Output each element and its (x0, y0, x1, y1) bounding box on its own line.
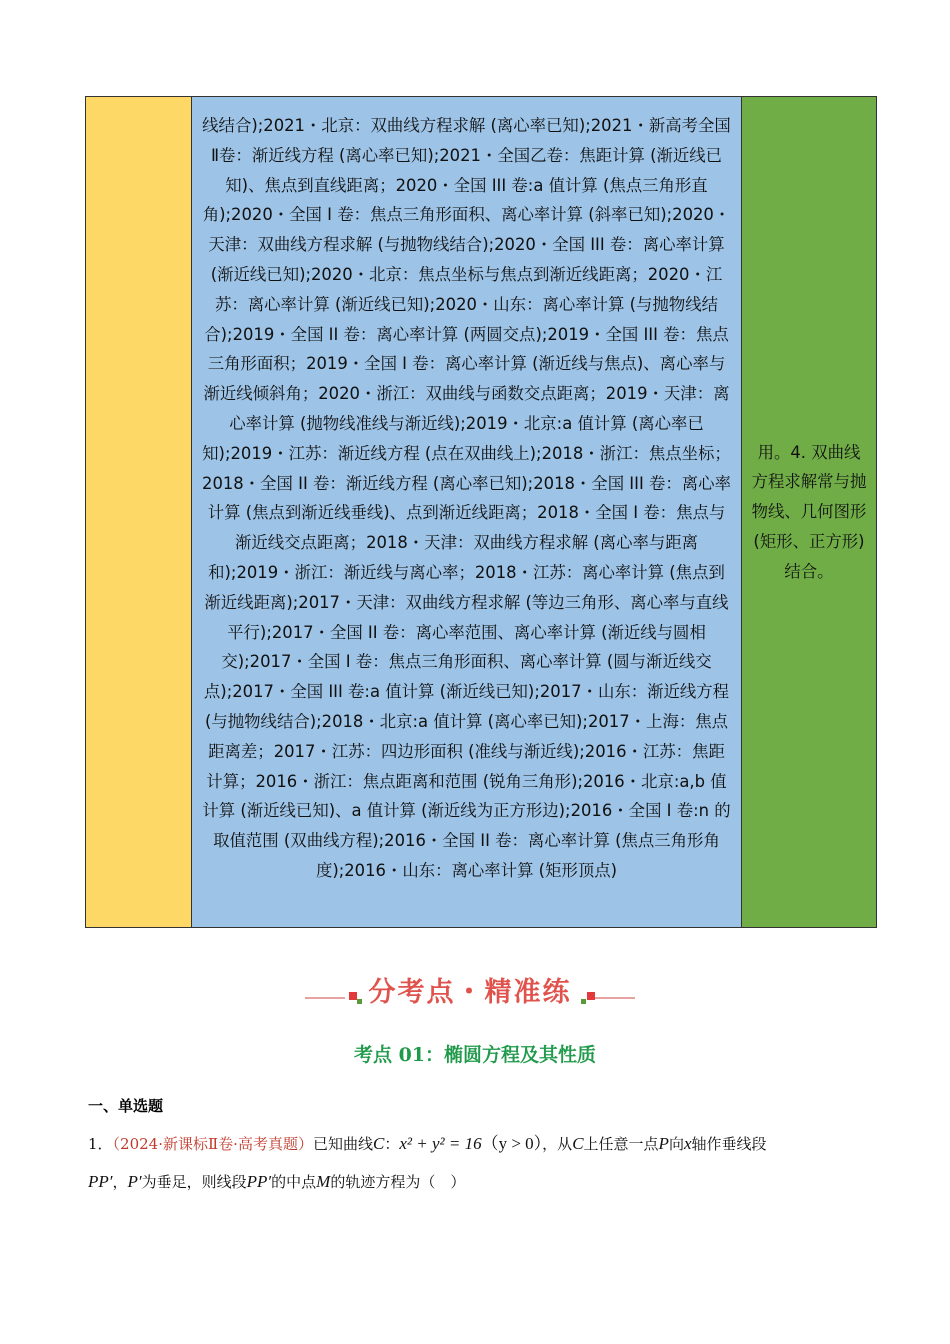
question-number: 1． (88, 1135, 113, 1153)
topic-title: 考点 01：椭圆方程及其性质 (353, 1044, 597, 1066)
banner-square-right (587, 992, 595, 1000)
summary-text: 用。4. 双曲线方程求解常与抛物线、几何图形 (矩形、正方形) 结合。 (751, 442, 867, 581)
curve-equation: x² + y² = 16 (399, 1134, 482, 1153)
table-cell-right (742, 97, 876, 927)
section-banner (305, 968, 635, 1008)
exam-table (85, 96, 877, 928)
question-1: 1．（2024·新课标Ⅱ卷·高考真题）已知曲线C：x² + y² = 16（y > 0），从C上任意一点P向x轴作垂线段 PP′，P′为垂足，则线段PP′的中点M的轨迹方程为（ ） (88, 1134, 767, 1191)
exam-list-text: 线结合);2021・北京：双曲线方程求解 (离心率已知);2021・新高考全国Ⅱ卷：渐近线方程 (离心率已知);2021・全国乙卷：焦距计算 (渐近线已知)、焦点到直线距离；2020・全国 III 卷:a 值计算 (焦点三角形直角);2020・全国 I 卷：焦点三角形面积、离心率计算 (斜率已知);2020・天津：双曲线方程求解 (与抛物线结合);2020・全国 III 卷：离心率计算 (渐近线已知);2020・北京：焦点坐标与焦点到渐近线距离；2020・江苏：离心率计算 (渐近线已知);2020・山东：离心率计算 (与抛物线结合);2019・全国 II 卷：离心率计算 (两圆交点);2019・全国 III 卷：焦点三角形面积；2019・全国 I 卷：离心率计算 (渐近线与焦点)、离心率与渐近线倾斜角；2020・浙江：双曲线与函数交点距离；2019・天津：离心率计算 (抛物线准线与渐近线);2019・北京:a 值计算 (离心率已知);2019・江苏：渐近线方程 (点在双曲线上);2018・浙江：焦点坐标；2018・全国 II 卷：渐近线方程 (离心率已知);2018・全国 III 卷：离心率计算 (焦点到渐近线垂线)、点到渐近线距离；2018・全国 I 卷：焦点与渐近线交点距离；2018・天津：双曲线方程求解 (离心率与距离和);2019・浙江：渐近线与离心率；2018・江苏：离心率计算 (焦点到渐近线距离);2017・天津：双曲线方程求解 (等边三角形、离心率与直线平行);2017・全国 II 卷：离心率范围、离心率计算 (渐近线与圆相交);2017・全国 I 卷：焦点三角形面积、离心率计算 (圆与渐近线交点);2017・全国 III 卷:a 值计算 (渐近线已知);2017・山东：渐近线方程 (与抛物线结合);2018・北京:a 值计算 (离心率已知);2017・上海：焦点距离差；2017・江苏：四边形面积 (准线与渐近线);2016・江苏：焦距计算；2016・浙江：焦点距离和范围 (锐角三角形);2016・北京:a,b 值计算 (渐近线已知)、a 值计算 (渐近线为正方形边);2016・全国 I 卷:n 的取值范围 (双曲线方程);2016・全国 II 卷：离心率计算 (焦点三角形角度);2016・山东：离心率计算 (矩形顶点) (202, 116, 731, 880)
section-heading: 一、单选题 (88, 1097, 164, 1115)
banner-line-right (595, 997, 635, 999)
question-source: （2024·新课标Ⅱ卷·高考真题） (112, 1135, 313, 1153)
table-cell-middle (192, 97, 742, 927)
banner-square-right-small (581, 999, 586, 1004)
table-cell-left (86, 97, 192, 927)
banner-title: 分考点・精准练 (368, 977, 572, 1008)
